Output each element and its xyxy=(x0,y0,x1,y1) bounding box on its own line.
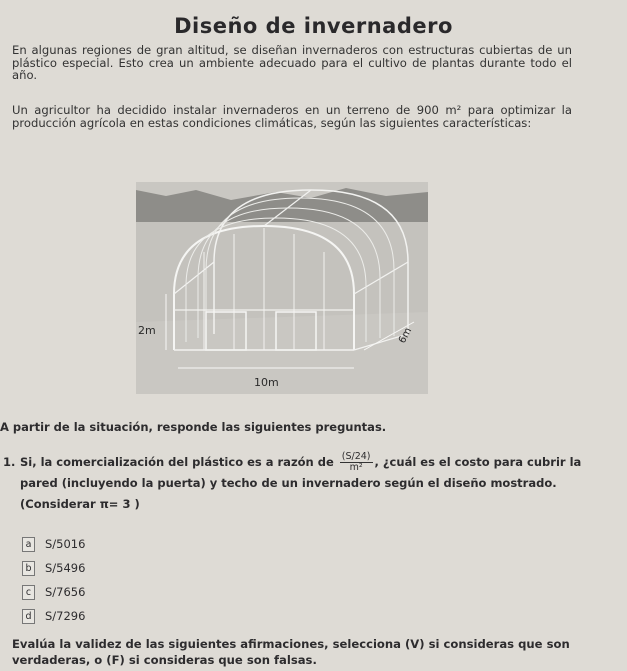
height-label: 2m xyxy=(138,324,156,337)
option-letter: d xyxy=(22,609,35,624)
question-text-before: Si, la comercialización del plástico es a razón de xyxy=(20,455,334,469)
page-title: Diseño de invernadero xyxy=(174,14,453,38)
answer-options xyxy=(22,532,85,628)
option-letter: b xyxy=(22,561,35,576)
option-c[interactable] xyxy=(22,580,85,604)
question-number: 1. xyxy=(3,455,16,469)
option-text: S/7656 xyxy=(45,585,86,599)
option-text: S/7296 xyxy=(45,609,86,623)
depth-label: 6m xyxy=(396,326,415,346)
question-text-after: , ¿cuál es el costo para cubrir la pared (incluyendo la puerta) y techo de un invernadero según el diseño mostrado. (Considerar π= 3 ) xyxy=(20,455,582,511)
option-text: S/5496 xyxy=(45,561,86,575)
question-1 xyxy=(3,451,610,515)
greenhouse-figure xyxy=(136,182,428,394)
ground-shape xyxy=(136,222,428,322)
option-b[interactable] xyxy=(22,556,85,580)
option-letter: a xyxy=(22,537,35,552)
evaluation-instruction: Evalúa la validez de las siguientes afirmaciones, selecciona (V) si consideras que son verdaderas, o (F) si consideras que son falsas. xyxy=(12,637,570,667)
option-d[interactable] xyxy=(22,604,85,628)
fraction-numerator: (S/24) xyxy=(341,451,371,462)
mountains-shape xyxy=(136,188,428,222)
option-letter: c xyxy=(22,585,35,600)
greenhouse-drawing xyxy=(136,182,428,394)
intro-paragraph-1: En algunas regiones de gran altitud, se diseñan invernaderos con estructuras cubiertas de un plástico especial. Esto crea un ambiente adecuado para el cultivo de plantas durante todo el año. xyxy=(12,43,572,82)
intro-paragraph-2: Un agricultor ha decidido instalar invernaderos en un terreno de 900 m² para optimizar la producción agrícola en estas condiciones climáticas, según las siguientes características: xyxy=(12,103,572,130)
instruction-text: A partir de la situación, responde las siguientes preguntas. xyxy=(0,420,387,434)
price-fraction xyxy=(340,452,373,473)
door-panel xyxy=(276,312,316,350)
fraction-denominator: m² xyxy=(349,462,363,473)
option-a[interactable] xyxy=(22,532,85,556)
option-text: S/5016 xyxy=(45,537,86,551)
width-label: 10m xyxy=(254,376,279,389)
